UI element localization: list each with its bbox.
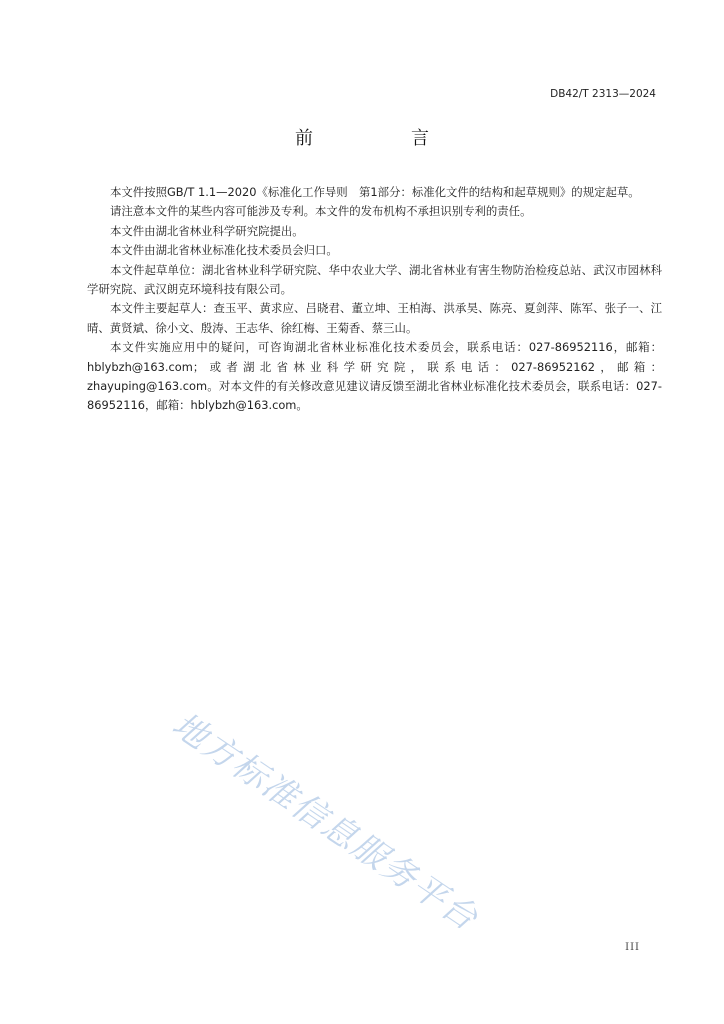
page-number: III bbox=[625, 942, 640, 953]
paragraph-drafting-rules: 本文件按照GB/T 1.1—2020《标准化工作导则 第1部分：标准化文件的结构和起草规则》的规定起草。 bbox=[110, 185, 640, 199]
paragraph-drafting-units: 本文件起草单位：湖北省林业科学研究院、华中农业大学、湖北省林业有害生物防治检疫总站、武汉市园林科学研究院、武汉朗克环境科技有限公司。 bbox=[87, 262, 662, 297]
preface-body bbox=[87, 183, 662, 416]
paragraph-proposer: 本文件由湖北省林业科学研究院提出。 bbox=[110, 223, 304, 238]
paragraph-contact: 本文件实施应用中的疑问，可咨询湖北省林业标准化技术委员会，联系电话：027-86952116，邮箱：hblybzh@163.com；或者湖北省林业科学研究院，联系电话：027-86952162，邮箱：zhayuping@163.com。对本文件的有关修改意见建议请反馈至湖北省林业标准化技术委员会，联系电话：027-86952116，邮箱：hblybzh@163.com。 bbox=[87, 340, 662, 413]
paragraph-drafters: 本文件主要起草人：查玉平、黄求应、吕晓君、董立坤、王柏海、洪承昊、陈亮、夏剑萍、陈军、张子一、江晴、黄贤斌、徐小文、殷涛、王志华、徐红梅、王菊香、蔡三山。 bbox=[87, 301, 662, 335]
document-code: DB42/T 2313—2024 bbox=[550, 88, 656, 100]
page-title: 前 言 bbox=[295, 128, 469, 149]
watermark: 地方标准信息服务平台 bbox=[164, 704, 486, 940]
paragraph-committee: 本文件由湖北省林业标准化技术委员会归口。 bbox=[110, 243, 338, 258]
paragraph-patent-notice: 请注意本文件的某些内容可能涉及专利。本文件的发布机构不承担识别专利的责任。 bbox=[110, 204, 532, 219]
